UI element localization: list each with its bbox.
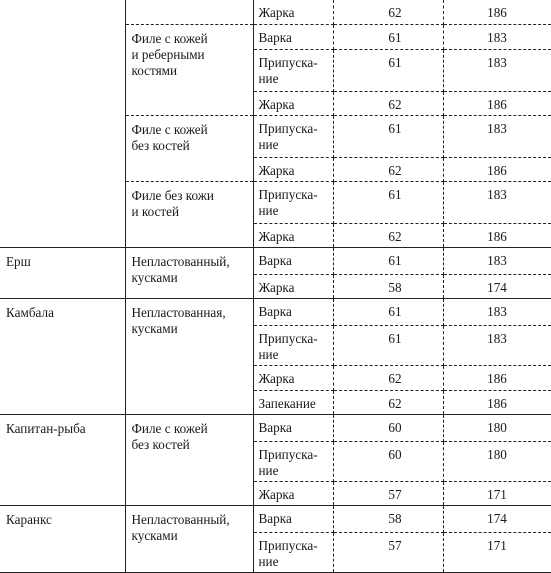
fish-name-cell: Капитан-рыба: [0, 414, 125, 505]
cut-cell: Филе без кожи и костей: [125, 181, 253, 247]
method-cell: Жарка: [253, 365, 333, 390]
method-cell: Жарка: [253, 274, 333, 298]
cut-cell: [125, 0, 253, 24]
cut-cell: Филе с кожей без костей: [125, 115, 253, 181]
value1-cell: 62: [333, 365, 443, 390]
value2-cell: 186: [443, 0, 551, 24]
method-cell: Жарка: [253, 91, 333, 115]
cut-cell: Непластованный, кусками: [125, 247, 253, 298]
method-cell: Варка: [253, 414, 333, 441]
method-cell: Варка: [253, 298, 333, 325]
value1-cell: 58: [333, 274, 443, 298]
value1-cell: 62: [333, 223, 443, 247]
value2-cell: 186: [443, 91, 551, 115]
method-cell: Припуска- ние: [253, 49, 333, 91]
value2-cell: 183: [443, 247, 551, 274]
fish-name-cell: [0, 0, 125, 247]
value1-cell: 62: [333, 157, 443, 181]
value1-cell: 60: [333, 414, 443, 441]
value2-cell: 186: [443, 365, 551, 390]
cut-cell: Непластованная, кусками: [125, 298, 253, 414]
method-cell: Припуска- ние: [253, 181, 333, 223]
method-cell: Варка: [253, 24, 333, 49]
method-cell: Жарка: [253, 223, 333, 247]
value1-cell: 61: [333, 181, 443, 223]
value2-cell: 180: [443, 441, 551, 481]
value2-cell: 171: [443, 481, 551, 505]
method-cell: Варка: [253, 505, 333, 532]
value1-cell: 60: [333, 441, 443, 481]
fish-name-cell: Ерш: [0, 247, 125, 298]
cut-cell: Филе с кожей без костей: [125, 414, 253, 505]
value2-cell: 183: [443, 24, 551, 49]
value2-cell: 183: [443, 115, 551, 157]
value1-cell: 61: [333, 115, 443, 157]
cut-cell: Непластованный, кусками: [125, 505, 253, 572]
value1-cell: 62: [333, 91, 443, 115]
fish-name-cell: Каранкс: [0, 505, 125, 572]
value2-cell: 174: [443, 274, 551, 298]
value2-cell: 183: [443, 325, 551, 365]
value1-cell: 61: [333, 298, 443, 325]
method-cell: Припуска- ние: [253, 532, 333, 572]
value1-cell: 57: [333, 481, 443, 505]
method-cell: Жарка: [253, 157, 333, 181]
value2-cell: 183: [443, 181, 551, 223]
method-cell: Припуска- ние: [253, 325, 333, 365]
value2-cell: 186: [443, 157, 551, 181]
value2-cell: 186: [443, 390, 551, 414]
method-cell: Жарка: [253, 481, 333, 505]
value1-cell: 62: [333, 390, 443, 414]
method-cell: Жарка: [253, 0, 333, 24]
value2-cell: 180: [443, 414, 551, 441]
value2-cell: 183: [443, 298, 551, 325]
method-cell: Варка: [253, 247, 333, 274]
value1-cell: 61: [333, 24, 443, 49]
method-cell: Припуска- ние: [253, 441, 333, 481]
value1-cell: 61: [333, 49, 443, 91]
value1-cell: 61: [333, 325, 443, 365]
fish-name-cell: Камбала: [0, 298, 125, 414]
value2-cell: 183: [443, 49, 551, 91]
method-cell: Запекание: [253, 390, 333, 414]
value2-cell: 186: [443, 223, 551, 247]
method-cell: Припуска- ние: [253, 115, 333, 157]
value2-cell: 174: [443, 505, 551, 532]
value1-cell: 58: [333, 505, 443, 532]
value1-cell: 62: [333, 0, 443, 24]
value1-cell: 57: [333, 532, 443, 572]
value2-cell: 171: [443, 532, 551, 572]
value1-cell: 61: [333, 247, 443, 274]
cut-cell: Филе с кожей и реберными костями: [125, 24, 253, 115]
